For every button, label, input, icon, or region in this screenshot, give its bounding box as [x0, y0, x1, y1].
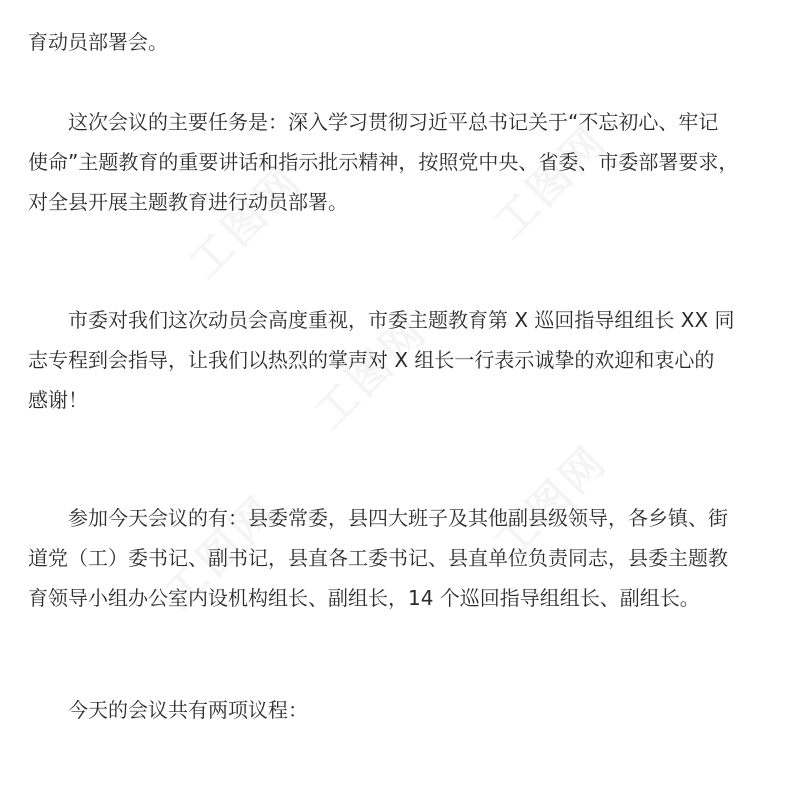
text-line: 今天的会议共有两项议程：: [68, 698, 308, 722]
text-line: 志专程到会指导，让我们以热烈的掌声对 X 组长一行表示诚挚的欢迎和衷心的: [28, 348, 715, 372]
text-line: 对全县开展主题教育进行动员部署。: [28, 190, 348, 214]
text-line: 参加今天会议的有：县委常委，县四大班子及其他副县级领导，各乡镇、街: [68, 506, 728, 530]
text-line: 感谢！: [28, 388, 88, 412]
paragraph-continuation: [28, 22, 778, 62]
paragraph-welcome: [28, 300, 778, 420]
paragraph-agenda: [28, 690, 778, 730]
text-line: 使命”主题教育的重要讲话和指示批示精神，按照党中央、省委、市委部署要求，: [28, 150, 739, 174]
text-line: 育动员部署会。: [28, 30, 168, 54]
paragraph-task: [28, 102, 778, 222]
paragraph-attendees: [28, 498, 778, 618]
text-line: 市委对我们这次动员会高度重视，市委主题教育第 X 巡回指导组组长 XX 同: [68, 308, 735, 332]
text-line: 育领导小组办公室内设机构组长、副组长，14 个巡回指导组组长、副组长。: [28, 586, 700, 610]
text-line: 这次会议的主要任务是：深入学习贯彻习近平总书记关于“不忘初心、牢记: [68, 110, 719, 134]
text-line: 道党（工）委书记、副书记，县直各工委书记、县直单位负责同志，县委主题教: [28, 546, 728, 570]
